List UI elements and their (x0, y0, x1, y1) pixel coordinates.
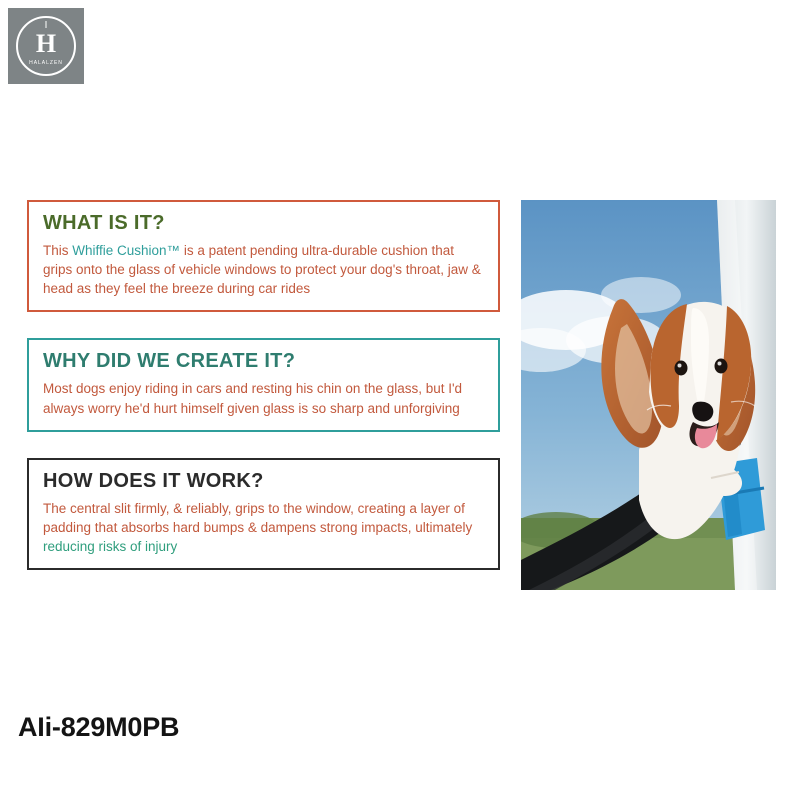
panel-title-how-does-it-work: HOW DOES IT WORK? (43, 469, 264, 492)
panel-body-how-does-it-work (43, 499, 484, 556)
panel-title-why-did-we-create-it: WHY DID WE CREATE IT? (43, 350, 296, 373)
product-name-highlight: Whiffie Cushion™ (72, 243, 181, 258)
brand-logo-badge (8, 8, 84, 84)
panel-text-segment: The central slit firmly, & reliably, grips to the window, creating a layer of padding that absorbs hard bumps & dampens strong impacts, ultimately (43, 500, 473, 535)
product-sku: AIi-829M0PB (18, 712, 180, 742)
panel-how-does-it-work (27, 458, 500, 570)
logo-letter: H (35, 28, 57, 58)
panel-what-is-it (27, 200, 500, 312)
panel-text-segment: Most dogs enjoy riding in cars and resting his chin on the glass, but I'd always worry he'd hurt himself given glass is so sharp and unforgiving (43, 381, 463, 416)
panel-why-did-we-create-it (27, 338, 500, 431)
panel-title-what-is-it: WHAT IS IT? (43, 212, 165, 234)
panel-text-segment: This (43, 243, 73, 258)
dog-in-car-window-photo (521, 200, 776, 590)
halal-logo-icon (16, 16, 76, 76)
info-panels (27, 200, 500, 596)
panel-body-what-is-it (43, 241, 484, 298)
panel-body-why-did-we-create-it (43, 379, 484, 417)
logo-subtext: HALALZEN (29, 59, 63, 66)
panel-text-segment: is a patent pending ultra-durable cushion that grips onto the glass of vehicle windows to protect your dog's throat, jaw & head as they feel the breeze during car rides (43, 243, 481, 297)
benefit-highlight: reducing risks of injury (43, 539, 178, 555)
content-area (0, 190, 800, 610)
logo-tick-icon (46, 21, 47, 28)
